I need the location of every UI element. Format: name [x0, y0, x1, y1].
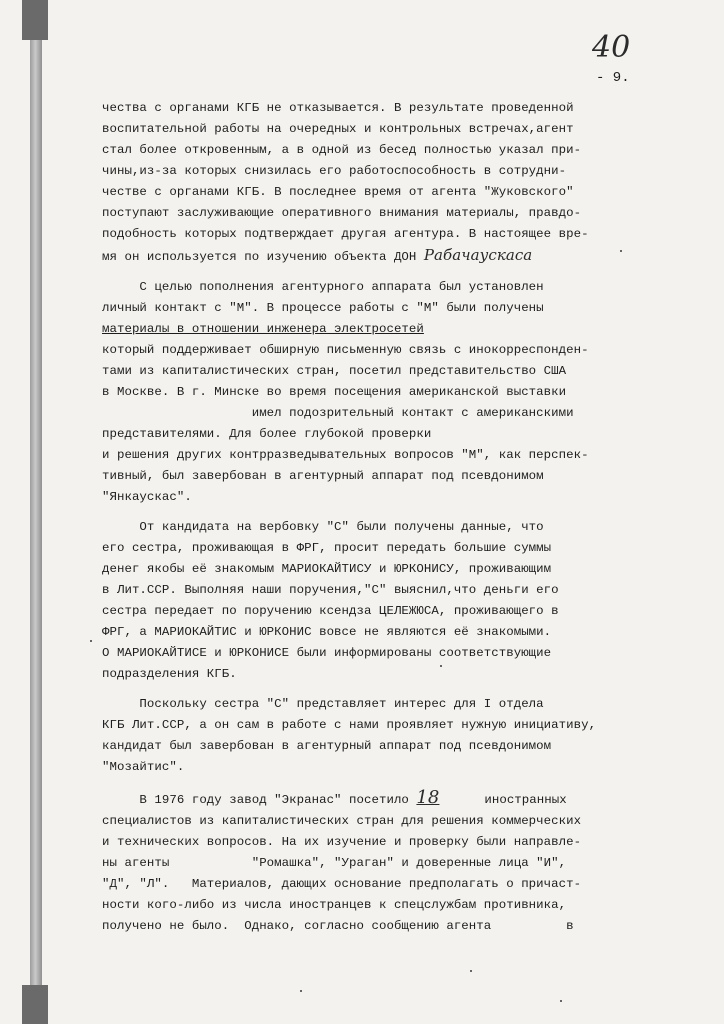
page-number: - 9.	[596, 70, 630, 86]
text-line: О МАРИОКАЙТИСЕ и ЮРКОНИСЕ были информированы соответствующие	[102, 646, 552, 660]
text-line: личный контакт с "М". В процессе работы с "М" были получены	[102, 301, 544, 315]
text-line-end: иностранных	[484, 793, 567, 807]
text-line: От кандидата на вербовку "С" были получены данные, что	[102, 520, 544, 534]
text-line: кандидат был завербован в агентурный аппарат под псевдонимом	[102, 739, 552, 753]
text-line: воспитательной работы на очередных и контрольных встречах,агент	[102, 122, 574, 136]
text-line: представителями. Для более глубокой проверки	[102, 427, 432, 441]
text-line: и решения других контрразведывательных вопросов "М", как перспек-	[102, 448, 589, 462]
text-line: чества с органами КГБ не отказывается. В результате проведенной	[102, 101, 574, 115]
text-line-start: В 1976 году завод "Экранас" посетило	[102, 793, 409, 807]
text-line: специалистов из капиталистических стран для решения коммерческих	[102, 814, 582, 828]
scan-speck	[620, 250, 622, 252]
text-line: честве с органами КГБ. В последнее время от агента "Жуковского"	[102, 185, 574, 199]
scan-speck	[90, 640, 92, 642]
text-line	[102, 245, 642, 268]
text-line: в Москве. В г. Минске во время посещения американской выставки	[102, 385, 567, 399]
text-line: тивный, был завербован в агентурный аппарат под псевдонимом	[102, 469, 544, 483]
scan-speck	[300, 990, 302, 992]
handwritten-folio-number: 40	[592, 30, 631, 65]
text-line: чины,из-за которых снизилась его работоспособность в сотрудни-	[102, 164, 567, 178]
text-line: "Д", "Л". Материалов, дающих основание предполагать о причаст-	[102, 877, 582, 891]
scan-speck	[470, 970, 472, 972]
text-line: подразделения КГБ.	[102, 667, 237, 681]
text-line: КГБ Лит.ССР, а он сам в работе с нами проявляет нужную инициативу,	[102, 718, 597, 732]
binding-strip	[30, 0, 42, 1024]
paragraph-1	[102, 98, 642, 268]
paragraph-2	[102, 277, 642, 508]
text-line: денег якобы её знакомым МАРИОКАЙТИСУ и ЮРКОНИСУ, проживающим	[102, 562, 552, 576]
text-line: получено не было. Однако, согласно сообщению агента в	[102, 919, 574, 933]
handwritten-surname: Рабачаускаса	[423, 246, 533, 264]
handwritten-count: 18	[416, 787, 440, 808]
text-line: его сестра, проживающая в ФРГ, просит передать большие суммы	[102, 541, 552, 555]
text-line: поступают заслуживающие оперативного внимания материалы, правдо-	[102, 206, 582, 220]
paragraph-4	[102, 694, 642, 778]
text-line: Поскольку сестра "С" представляет интерес для I отдела	[102, 697, 544, 711]
scan-speck	[560, 1000, 562, 1002]
scan-speck	[440, 665, 442, 667]
paragraph-5	[102, 787, 642, 937]
text-line: имел подозрительный контакт с американскими	[102, 406, 574, 420]
text-line: стал более откровенным, а в одной из бесед полностью указал при-	[102, 143, 582, 157]
text-line: тами из капиталистических стран, посетил представительство США	[102, 364, 567, 378]
text-line	[102, 787, 642, 811]
binding-clip-top	[22, 0, 48, 40]
text-line: который поддерживает обширную письменную связь с инокорреспонден-	[102, 343, 589, 357]
text-line-start: мя он используется по изучению объекта ДОН	[102, 250, 417, 264]
text-line: подобность которых подтверждает другая агентура. В настоящее вре-	[102, 227, 589, 241]
paragraph-3	[102, 517, 642, 685]
text-line: и технических вопросов. На их изучение и проверку были направле-	[102, 835, 582, 849]
binding-clip-bottom	[22, 985, 48, 1024]
text-line: "Янкаускас".	[102, 490, 192, 504]
text-line: в Лит.ССР. Выполняя наши поручения,"С" выяснил,что деньги его	[102, 583, 559, 597]
text-line: С целью пополнения агентурного аппарата был установлен	[102, 280, 544, 294]
text-line: сестра передает по поручению ксендза ЦЕЛЕЖЮСА, проживающего в	[102, 604, 559, 618]
text-line: "Мозайтис".	[102, 760, 185, 774]
text-line: ности кого-либо из числа иностранцев к спецслужбам противника,	[102, 898, 567, 912]
text-line: материалы в отношении инженера электросетей	[102, 322, 424, 336]
text-line: ны агенты "Ромашка", "Ураган" и доверенные лица "И",	[102, 856, 567, 870]
document-body	[102, 98, 642, 946]
text-line: ФРГ, а МАРИОКАЙТИС и ЮРКОНИС вовсе не являются её знакомыми.	[102, 625, 552, 639]
